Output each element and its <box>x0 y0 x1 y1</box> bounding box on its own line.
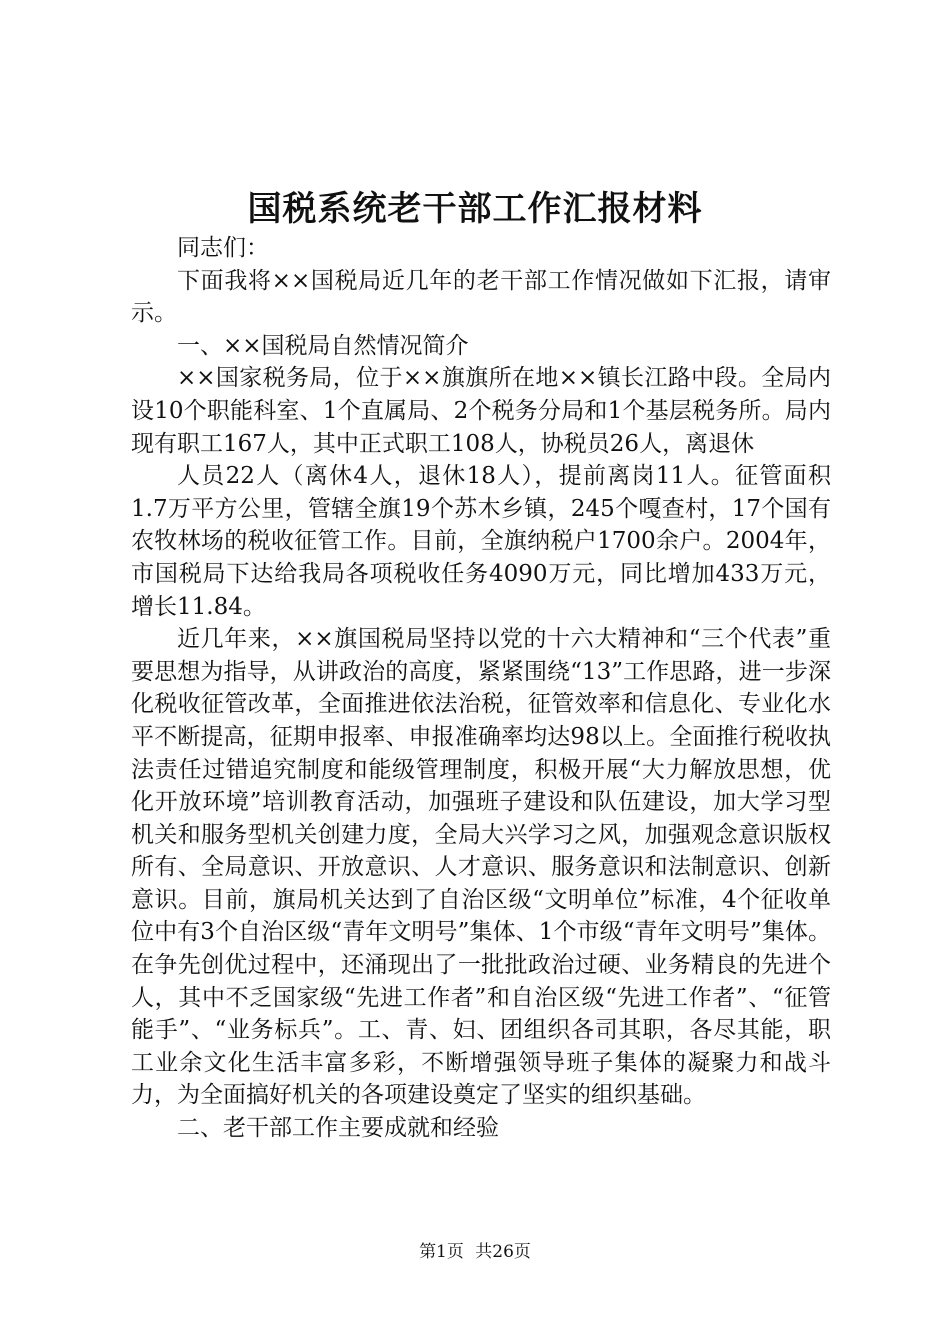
document-title: 国税系统老干部工作汇报材料 <box>247 189 703 229</box>
page-total: 共26页 <box>475 1242 531 1262</box>
paragraph-achievements: 近几年来，××旗国税局坚持以党的十六大精神和“三个代表”重要思想为指导，从讲政治的高度，紧紧围绕“13”工作思路，进一步深化税收征管改革，全面推进依法治税，征管效率和信息化、专业化水平不断提高，征期申报率、申报准确率均达98以上。全面推行税收执法责任过错追究制度和能级管理制度，积极开展“大力解放思想，优化开放环境”培训教育活动，加强班子建设和队伍建设，加大学习型机关和服务型机关创建力度，全局大兴学习之风，加强观念意识版权所有、全局意识、开放意识、人才意识、服务意识和法制意识、创新意识。目前，旗局机关达到了自治区级“文明单位”标准，4个征收单位中有3个自治区级“青年文明号”集体、1个市级“青年文明号”集体。在争先创优过程中，还涌现出了一批批政治过硬、业务精良的先进个人，其中不乏国家级“先进工作者”和自治区级“先进工作者”、“征管能手”、“业务标兵”。工、青、妇、团组织各司其职，各尽其能，职工业余文化生活丰富多彩，不断增强领导班子集体的凝聚力和战斗力，为全面搞好机关的各项建设奠定了坚实的组织基础。 <box>131 626 831 1109</box>
section-heading-1: 一、××国税局自然情况简介 <box>177 332 469 359</box>
page-footer <box>0 1240 950 1264</box>
paragraph-staff: 人员22人（离休4人，退休18人），提前离岗11人。征管面积1.7万平方公里，管辖全旗19个苏木乡镇，245个嘎查村，17个国有农牧林场的税收征管工作。目前，全旗纳税户1700余户。2004年，市国税局下达给我局各项税收任务4090万元，同比增加433万元，增长11.84。 <box>131 463 831 620</box>
document-body <box>131 232 831 1145</box>
paragraph-overview: ××国家税务局，位于××旗旗所在地××镇长江路中段。全局内设10个职能科室、1个直属局、2个税务分局和1个基层税务所。局内现有职工167人，其中正式职工108人，协税员26人，离退休 <box>131 365 831 457</box>
paragraph-intro: 下面我将××国税局近几年的老干部工作情况做如下汇报，请审示。 <box>131 267 831 327</box>
section-heading-2: 二、老干部工作主要成就和经验 <box>177 1115 499 1142</box>
page-number: 第1页 <box>419 1242 464 1262</box>
salutation: 同志们： <box>177 235 269 261</box>
